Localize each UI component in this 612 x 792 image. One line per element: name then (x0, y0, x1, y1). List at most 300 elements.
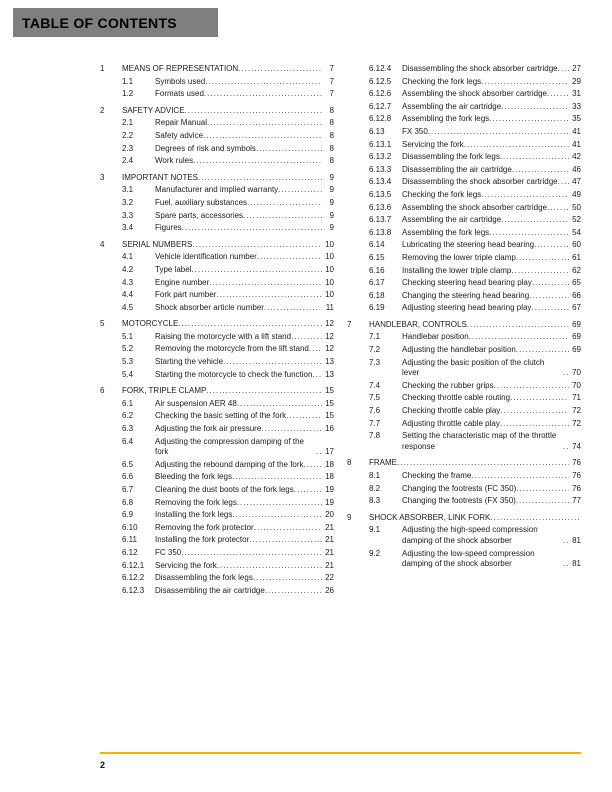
dot-leader (531, 303, 569, 314)
toc-entry (100, 278, 334, 289)
dot-leader (558, 64, 569, 75)
dot-leader (291, 332, 322, 343)
toc-entry-body (155, 290, 334, 301)
toc-entry-body (402, 431, 581, 452)
toc-entry-title: Figures (155, 223, 182, 233)
toc-entry-page: 9 (329, 210, 334, 220)
toc-entry (100, 89, 334, 100)
toc-entry-page: 11 (325, 302, 334, 312)
toc-entry-page: 76 (572, 471, 581, 480)
toc-entry-number: 6.13.7 (369, 215, 392, 225)
toc-entry-number: 9 (347, 512, 352, 522)
toc-entry (100, 498, 334, 509)
toc-entry-number: 5.3 (122, 357, 134, 367)
toc-entry (347, 190, 581, 201)
toc-entry-title: Disassembling the air cartridge (155, 585, 265, 595)
toc-entry (100, 64, 334, 75)
toc-entry-title: Disassembling the shock absorber cartridge (402, 177, 558, 187)
toc-entry-page: 62 (572, 265, 581, 275)
dot-leader (500, 152, 569, 163)
toc-entry-body (155, 185, 334, 196)
toc-entry-body (122, 64, 334, 75)
toc-entry-page: 20 (325, 510, 334, 520)
toc-entry-body (155, 535, 334, 546)
toc-entry-body (402, 332, 581, 343)
toc-entry (347, 525, 581, 546)
toc-entry (347, 431, 581, 452)
dot-leader (278, 185, 322, 196)
dot-leader (253, 573, 322, 584)
dot-leader (494, 381, 569, 392)
toc-entry-page: 76 (572, 458, 581, 468)
toc-entry-page: 21 (325, 560, 334, 570)
toc-entry-page: 8 (329, 105, 334, 115)
toc-entry-page: 33 (572, 101, 581, 111)
toc-entry (347, 228, 581, 239)
toc-entry-number: 6.12.1 (122, 560, 145, 570)
toc-entry-body (402, 152, 581, 163)
dot-leader (547, 89, 569, 100)
dot-leader (469, 332, 569, 343)
toc-entry-body (369, 513, 581, 524)
toc-entry-page: 16 (325, 424, 334, 434)
toc-entry (347, 496, 581, 507)
toc-entry-body (155, 523, 334, 534)
toc-entry-page: 72 (572, 418, 581, 428)
toc-entry-page: 66 (572, 290, 581, 300)
toc-entry-body (155, 370, 334, 381)
toc-entry-title: Installing the lower triple clamp (402, 265, 512, 275)
toc-entry-title: Type label (155, 264, 192, 274)
toc-entry-title: Checking the fork legs (402, 76, 482, 86)
toc-entry-number: 6.10 (122, 522, 138, 532)
toc-entry-body (155, 89, 334, 100)
toc-entry-page: 72 (572, 406, 581, 416)
toc-entry (100, 472, 334, 483)
toc-entry-body (402, 228, 581, 239)
dot-leader (490, 513, 581, 524)
toc-entry-title: FORK, TRIPLE CLAMP (122, 386, 207, 396)
dot-leader (237, 498, 322, 509)
dot-leader (516, 345, 569, 356)
toc-entry-title: Assembling the fork legs (402, 114, 490, 124)
toc-entry-title: Checking the fork legs (402, 189, 482, 199)
toc-entry-number: 6.13 (369, 126, 385, 136)
toc-entry (347, 127, 581, 138)
toc-entry (100, 240, 334, 251)
dot-leader (223, 357, 322, 368)
toc-entry-number: 5 (100, 319, 105, 329)
toc-entry-title: Fuel, auxiliary substances (155, 197, 248, 207)
toc-entry-title: Symbols used (155, 76, 206, 86)
toc-entry-number: 6.12.2 (122, 573, 145, 583)
toc-entry-number: 7.8 (369, 431, 381, 441)
dot-leader (501, 215, 569, 226)
dot-leader (254, 523, 322, 534)
toc-entry-title: Checking steering head bearing play (402, 278, 532, 288)
page-number: 2 (100, 760, 106, 770)
toc-entry-number: 6 (100, 386, 105, 396)
toc-entry-body (402, 496, 581, 507)
toc-entry (347, 114, 581, 125)
toc-entry-title: Checking the rubber grips (402, 380, 494, 390)
toc-entry-body (402, 345, 581, 356)
toc-entry-number: 2.1 (122, 118, 134, 128)
toc-entry-page: 10 (325, 290, 334, 300)
toc-entry (100, 173, 334, 184)
toc-entry (100, 370, 334, 381)
toc-entry-number: 6.12.5 (369, 76, 392, 86)
toc-entry-page: 61 (572, 252, 581, 262)
toc-entry (100, 265, 334, 276)
toc-entry-page: 50 (572, 202, 581, 212)
dot-leader (205, 77, 322, 88)
toc-entry (100, 252, 334, 263)
toc-entry (100, 303, 334, 314)
toc-entry-number: 6.13.8 (369, 227, 392, 237)
toc-entry-title: Air suspension AER 48 (155, 398, 237, 408)
toc-entry-page: 71 (572, 393, 581, 403)
toc-entry-title: Handlebar position (402, 332, 469, 342)
toc-entry-page: 70 (572, 380, 581, 390)
dot-leader (193, 156, 322, 167)
toc-entry-title: Cleaning the dust boots of the fork legs (155, 485, 294, 494)
toc-entry-title: IMPORTANT NOTES (122, 172, 199, 182)
toc-entry-title: Adjusting the fork air pressure (155, 424, 262, 434)
toc-entry (347, 64, 581, 75)
dot-leader (563, 559, 569, 570)
toc-entry-page: 47 (572, 177, 581, 187)
toc-entry (347, 471, 581, 482)
toc-entry-body (122, 386, 334, 397)
toc-entry-title: Assembling the shock absorber cartridge (402, 202, 547, 212)
dot-leader (481, 190, 569, 201)
toc-entry-title: Removing the fork protector (155, 522, 254, 532)
toc-entry-number: 7 (347, 319, 352, 329)
toc-entry-body (402, 240, 581, 251)
toc-entry-page: 81 (572, 559, 581, 569)
toc-entry-body (155, 472, 334, 483)
toc-entry (100, 290, 334, 301)
toc-entry-body (402, 165, 581, 176)
toc-entry (100, 156, 334, 167)
toc-entry-page: 15 (325, 398, 334, 408)
dot-leader (316, 447, 322, 458)
toc-entry (100, 185, 334, 196)
toc-entry-title: Manufacturer and implied warranty (155, 185, 279, 195)
toc-entry-body (155, 278, 334, 289)
dot-leader (238, 64, 322, 75)
toc-entry-number: 7.6 (369, 406, 381, 416)
toc-entry (347, 102, 581, 113)
toc-entry-title: Formats used (155, 89, 204, 99)
toc-entry-title: Setting the characteristic map of the throttle response (402, 431, 557, 451)
table-of-contents (100, 64, 581, 598)
dot-leader (257, 252, 322, 263)
toc-entry (347, 303, 581, 314)
dot-leader (500, 419, 569, 430)
toc-entry-title: FRAME (369, 458, 397, 468)
dot-leader (198, 173, 322, 184)
dot-leader (286, 411, 322, 422)
dot-leader (256, 144, 322, 155)
toc-entry-number: 4.1 (122, 252, 134, 262)
toc-entry-number: 9.1 (369, 525, 381, 535)
toc-entry-number: 2.4 (122, 156, 134, 166)
toc-entry-title: Adjusting the rebound damping of the fork (155, 459, 304, 469)
toc-entry-body (402, 102, 581, 113)
toc-entry-title: Vehicle identification number (155, 252, 257, 262)
dot-leader (312, 370, 322, 381)
toc-entry (347, 203, 581, 214)
toc-entry-page: 18 (325, 459, 334, 469)
toc-entry-title: Fork part number (155, 290, 217, 300)
dot-leader (232, 510, 322, 521)
dot-leader (489, 114, 569, 125)
toc-entry-page: 60 (572, 240, 581, 250)
toc-entry-title: Assembling the shock absorber cartridge (402, 89, 547, 99)
toc-entry-number: 6.12 (122, 547, 138, 557)
dot-leader (516, 484, 569, 495)
toc-entry-number: 8.1 (369, 471, 381, 480)
toc-entry-number: 7.3 (369, 357, 381, 367)
toc-entry-title: Adjusting steering head bearing play (402, 303, 532, 313)
toc-entry (347, 278, 581, 289)
dot-leader (216, 290, 322, 301)
dot-leader (294, 485, 322, 496)
dot-leader (481, 77, 569, 88)
dot-leader (181, 548, 322, 559)
toc-entry-body (155, 510, 334, 521)
toc-entry-title: Changing the footrests (FX 350) (402, 496, 516, 506)
toc-entry-page: 69 (572, 332, 581, 342)
toc-entry (100, 460, 334, 471)
toc-entry-page: 10 (325, 239, 334, 249)
toc-entry-number: 2 (100, 105, 105, 115)
toc-entry-number: 6.12.8 (369, 114, 392, 124)
toc-entry-page: 41 (572, 126, 581, 136)
toc-entry-number: 3 (100, 172, 105, 182)
toc-entry-title: Assembling the fork legs (402, 227, 490, 237)
toc-entry-number: 6.12.6 (369, 89, 392, 99)
toc-entry-number: 6.13.2 (369, 152, 392, 162)
toc-entry-page: 10 (325, 252, 334, 262)
toc-entry-number: 6.13.6 (369, 202, 392, 212)
dot-leader (464, 140, 569, 151)
toc-entry-number: 6.13.1 (369, 139, 392, 149)
toc-entry (347, 89, 581, 100)
toc-entry-body (402, 215, 581, 226)
toc-entry-title: Starting the motorcycle to check the function (155, 369, 313, 379)
toc-entry-page: 69 (572, 319, 581, 329)
toc-entry-title: SERIAL NUMBERS (122, 239, 193, 249)
toc-entry-body (155, 424, 334, 435)
toc-entry-body (402, 484, 581, 495)
toc-entry-body (155, 411, 334, 422)
toc-entry-number: 7.4 (369, 380, 381, 390)
toc-entry-page: 15 (325, 411, 334, 421)
dot-leader (471, 471, 569, 482)
toc-entry-number: 6.11 (122, 535, 137, 545)
toc-entry-body (402, 190, 581, 201)
toc-entry-number: 1.1 (122, 76, 134, 86)
toc-entry-title: Bleeding the fork legs (155, 472, 232, 482)
toc-entry-number: 6.4 (122, 436, 134, 446)
dot-leader (243, 211, 322, 222)
toc-entry (347, 419, 581, 430)
toc-entry-title: Adjusting throttle cable play (402, 418, 500, 428)
toc-entry-page: 69 (572, 345, 581, 355)
toc-entry (347, 291, 581, 302)
page-title: TABLE OF CONTENTS (22, 14, 177, 31)
toc-entry-page: 12 (325, 331, 334, 341)
toc-entry (347, 240, 581, 251)
toc-entry-page: 13 (325, 357, 334, 367)
toc-entry-number: 3.3 (122, 210, 134, 220)
toc-entry-title: Work rules (155, 156, 194, 166)
dot-leader (237, 399, 322, 410)
toc-entry-body (155, 77, 334, 88)
toc-entry-body (402, 291, 581, 302)
toc-entry (100, 510, 334, 521)
toc-entry (347, 549, 581, 570)
toc-entry-title: Adjusting the high-speed compression damping of the shock absorber (402, 525, 538, 545)
toc-column-left (100, 64, 334, 598)
dot-leader (534, 240, 569, 251)
toc-entry-page: 15 (325, 386, 334, 396)
dot-leader (191, 265, 322, 276)
toc-entry-title: Checking the frame (402, 471, 472, 480)
toc-entry (100, 573, 334, 584)
dot-leader (232, 472, 322, 483)
toc-entry-body (402, 114, 581, 125)
toc-entry-number: 6.13.3 (369, 164, 392, 174)
dot-leader (397, 458, 569, 469)
toc-entry-title: Removing the fork legs (155, 497, 237, 507)
toc-entry-title: MEANS OF REPRESENTATION (122, 64, 239, 73)
toc-entry-page: 76 (572, 483, 581, 493)
toc-entry-number: 8 (347, 458, 352, 468)
toc-entry-number: 4 (100, 239, 105, 249)
dot-leader (247, 198, 322, 209)
toc-entry-number: 6.2 (122, 411, 134, 421)
toc-entry (100, 561, 334, 572)
toc-entry (347, 406, 581, 417)
toc-entry-number: 7.7 (369, 418, 381, 428)
toc-entry-number: 6.19 (369, 303, 385, 313)
toc-entry-page: 21 (325, 522, 334, 532)
toc-entry-number: 6.13.5 (369, 189, 392, 199)
toc-entry-page: 8 (329, 130, 334, 140)
dot-leader (261, 424, 322, 435)
toc-entry-page: 10 (325, 277, 334, 287)
toc-entry (347, 266, 581, 277)
toc-entry (100, 548, 334, 559)
toc-entry-number: 6.7 (122, 485, 134, 494)
toc-entry (100, 319, 334, 330)
toc-entry-number: 3.1 (122, 185, 134, 195)
toc-entry (100, 411, 334, 422)
toc-entry-body (402, 266, 581, 277)
toc-entry-page: 18 (325, 472, 334, 482)
toc-entry-title: SAFETY ADVICE (122, 105, 185, 115)
toc-entry-number: 5.1 (122, 331, 134, 341)
toc-entry-number: 4.3 (122, 277, 134, 287)
toc-entry-body (402, 278, 581, 289)
toc-entry (347, 458, 581, 469)
toc-entry (100, 144, 334, 155)
toc-entry-number: 7.2 (369, 345, 381, 355)
toc-entry-body (402, 64, 581, 75)
toc-entry-number: 4.4 (122, 290, 134, 300)
toc-entry-body (155, 332, 334, 343)
footer-rule (100, 752, 581, 754)
toc-entry-number: 6.16 (369, 265, 385, 275)
toc-entry-body (155, 344, 334, 355)
toc-entry-page: 9 (329, 223, 334, 233)
toc-entry-body (122, 173, 334, 184)
toc-entry-page: 29 (572, 76, 581, 86)
toc-entry-body (155, 485, 334, 496)
toc-entry-page: 17 (325, 447, 334, 457)
toc-entry-body (402, 127, 581, 138)
toc-entry-body (402, 406, 581, 417)
toc-entry-page: 19 (325, 485, 334, 494)
toc-entry (100, 106, 334, 117)
dot-leader (264, 303, 322, 314)
toc-entry-title: Safety advice (155, 130, 204, 140)
toc-entry (100, 332, 334, 343)
toc-entry-title: FX 350 (402, 126, 428, 136)
toc-entry-page: 65 (572, 278, 581, 288)
toc-entry (347, 513, 581, 524)
toc-entry-body (155, 498, 334, 509)
dot-leader (563, 536, 569, 547)
toc-entry-title: Servicing the fork (402, 139, 464, 149)
toc-entry-page: 42 (572, 152, 581, 162)
toc-entry-body (155, 548, 334, 559)
toc-entry-number: 6.13.4 (369, 177, 392, 187)
dot-leader (304, 460, 322, 471)
toc-entry-page: 7 (329, 76, 334, 86)
dot-leader (204, 89, 322, 100)
toc-entry-title: Spare parts, accessories (155, 210, 244, 220)
toc-entry-page: 31 (572, 89, 581, 99)
dot-leader (185, 106, 322, 117)
toc-entry-title: HANDLEBAR, CONTROLS (369, 319, 467, 329)
toc-entry (347, 77, 581, 88)
toc-entry (347, 165, 581, 176)
toc-entry-body (402, 177, 581, 188)
toc-entry (100, 223, 334, 234)
dot-leader (511, 266, 569, 277)
toc-entry (100, 437, 334, 458)
toc-entry (100, 424, 334, 435)
toc-entry-number: 2.3 (122, 143, 134, 153)
dot-leader (547, 203, 569, 214)
toc-entry-page: 22 (325, 573, 334, 583)
toc-entry-page: 70 (572, 368, 581, 378)
toc-entry-page: 8 (329, 118, 334, 128)
toc-entry-page: 74 (572, 441, 581, 451)
toc-entry (347, 152, 581, 163)
toc-entry-number: 7.1 (369, 332, 381, 342)
toc-entry (100, 386, 334, 397)
toc-entry-page: 10 (325, 264, 334, 274)
toc-entry-body (155, 252, 334, 263)
toc-entry-body (155, 265, 334, 276)
toc-entry (100, 118, 334, 129)
